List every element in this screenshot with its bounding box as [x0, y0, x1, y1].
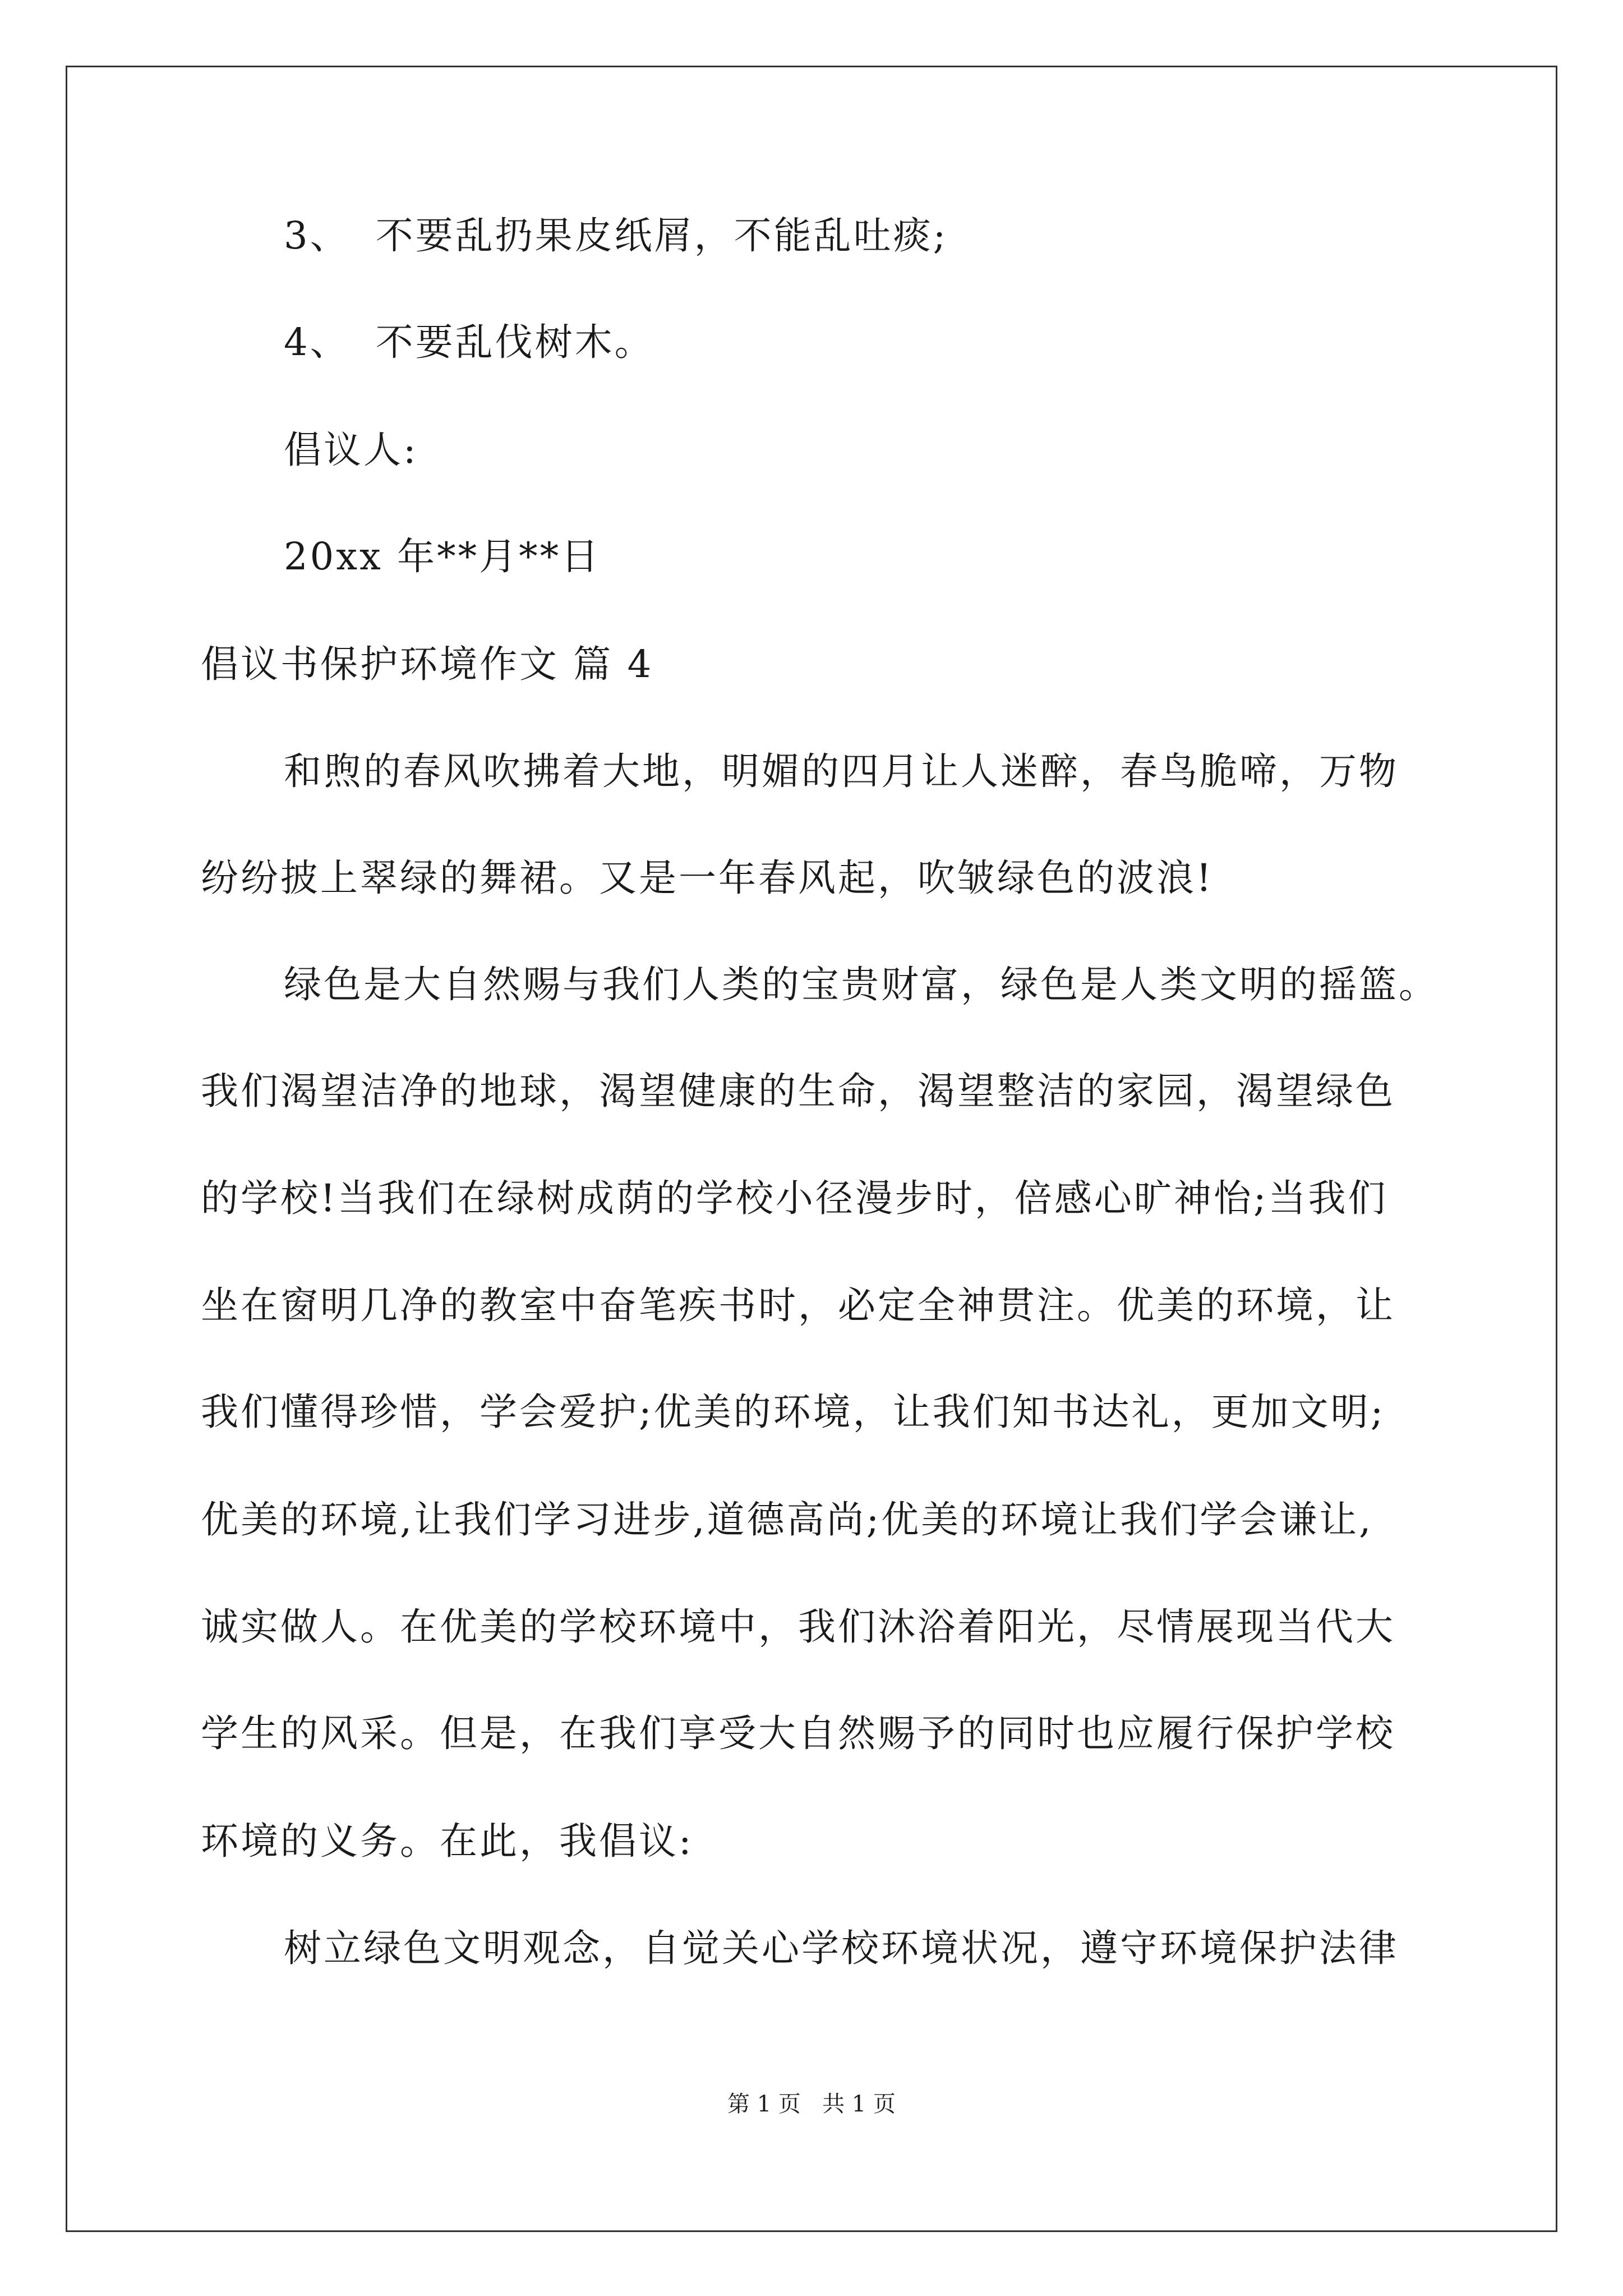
paragraph-line: 诚实做人。在优美的学校环境中，我们沐浴着阳光，尽情展现当代大 — [201, 1605, 1395, 1649]
paragraph-line: 我们渴望洁净的地球，渴望健康的生命，渴望整洁的家园，渴望绿色 — [201, 1069, 1395, 1113]
list-text: 不要乱伐树木。 — [375, 320, 654, 364]
paragraph-line: 树立绿色文明观念，自觉关心学校环境状况，遵守环境保护法律 — [284, 1926, 1399, 1970]
list-number: 4、 — [284, 320, 350, 364]
list-item-3 — [284, 213, 948, 258]
paragraph-line: 的学校!当我们在绿树成荫的学校小径漫步时，倍感心旷神怡;当我们 — [201, 1176, 1388, 1220]
section-title: 倡议书保护环境作文 篇 4 — [201, 642, 654, 686]
paragraph-line: 和煦的春风吹拂着大地，明媚的四月让人迷醉，春鸟脆啼，万物 — [284, 749, 1399, 793]
list-number: 3、 — [284, 214, 350, 257]
paragraph-line: 学生的风采。但是，在我们享受大自然赐予的同时也应履行保护学校 — [201, 1711, 1395, 1755]
page-border — [66, 66, 1557, 2232]
paragraph-line: 坐在窗明几净的教室中奋笔疾书时，必定全神贯注。优美的环境，让 — [201, 1283, 1395, 1327]
paragraph-line: 我们懂得珍惜，学会爱护;优美的环境，让我们知书达礼，更加文明; — [201, 1390, 1386, 1434]
signature-label: 倡议人: — [284, 428, 418, 472]
page-footer: 第 1 页 共 1 页 — [727, 2091, 896, 2117]
paragraph-line: 绿色是大自然赐与我们人类的宝贵财富，绿色是人类文明的摇篮。 — [284, 963, 1438, 1006]
date-line: 20xx 年**月**日 — [284, 535, 601, 578]
paragraph-line: 环境的义务。在此，我倡议: — [201, 1819, 694, 1863]
list-item-4 — [284, 320, 654, 365]
paragraph-line: 纷纷披上翠绿的舞裙。又是一年春风起，吹皱绿色的波浪! — [201, 856, 1214, 900]
list-text: 不要乱扔果皮纸屑，不能乱吐痰; — [375, 214, 948, 257]
paragraph-line: 优美的环境,让我们学习进步,道德高尚;优美的环境让我们学会谦让, — [201, 1498, 1373, 1542]
